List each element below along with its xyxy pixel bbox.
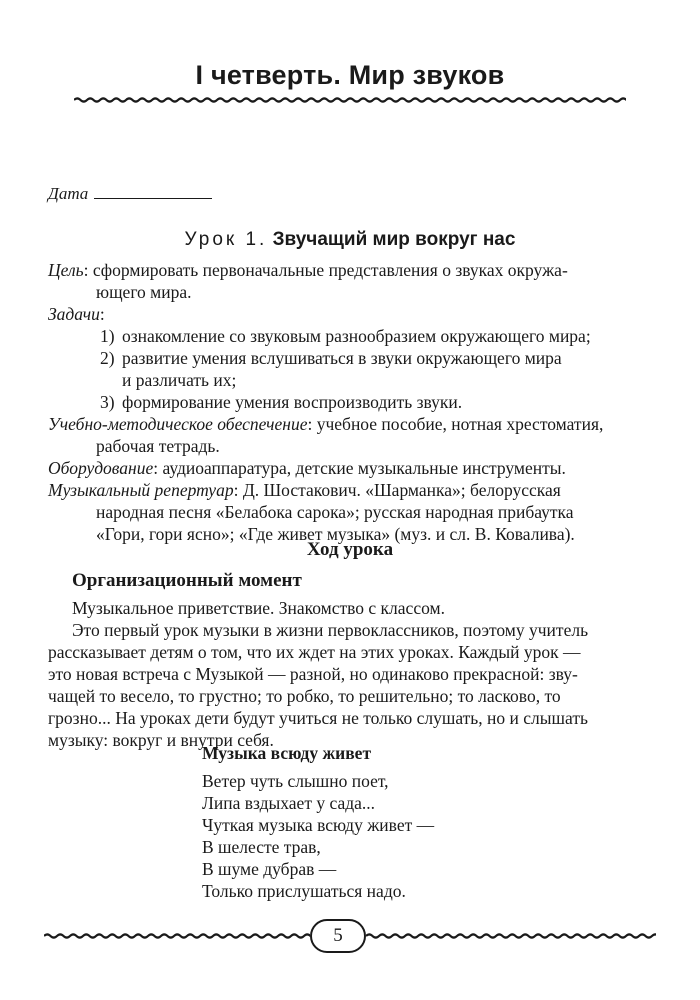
date-field (48, 184, 212, 204)
date-blank-line (94, 184, 212, 199)
date-label: Дата (48, 184, 89, 203)
goal-line-1 (48, 259, 568, 281)
materials-line-2: рабочая тетрадь. (96, 436, 220, 456)
poem-line: В шуме дубрав — (202, 859, 337, 879)
task-item-2 (100, 347, 562, 369)
task-item-2-continued: и различать их; (122, 370, 237, 390)
repertoire-line-1 (48, 479, 561, 501)
paragraph-line: грозно... На уроках дети будут учиться не только слушать, но и слышать (48, 708, 588, 728)
repertoire-label: Музыкальный репертуар (48, 480, 234, 500)
paragraph-line: Музыкальное приветствие. Знакомство с классом. (72, 598, 445, 618)
materials-line-1 (48, 413, 603, 435)
task-number: 1) (100, 326, 115, 346)
lesson-number: Урок 1. (184, 229, 268, 250)
footer-wave-left (44, 928, 310, 944)
poem-line: В шелесте трав, (202, 837, 321, 857)
repertoire-line-2: народная песня «Белабока сарока»; русская народная прибаутка (96, 502, 574, 522)
goal-line-2: ющего мира. (96, 282, 192, 302)
lesson-flow-heading: Ход урока (306, 539, 394, 560)
paragraph-line: Это первый урок музыки в жизни первоклассников, поэтому учитель (72, 620, 589, 640)
paragraph-line: чащей то весело, то грустно; то робко, то решительно; то ласково, то (48, 686, 561, 706)
goal-label: Цель (48, 260, 84, 280)
repertoire-text-1: : Д. Шостакович. «Шарманка»; белорусская (233, 480, 561, 500)
poem-line: Только прислушаться надо. (202, 881, 406, 901)
task-number: 3) (100, 392, 115, 412)
task-text: формирование умения воспроизводить звуки. (122, 392, 463, 412)
task-item-1 (100, 325, 591, 347)
task-item-3 (100, 391, 462, 413)
tasks-heading (48, 303, 105, 325)
footer-wave-right (366, 928, 656, 944)
task-number: 2) (100, 348, 115, 368)
equipment-line (48, 457, 566, 479)
tasks-label: Задачи (48, 304, 100, 324)
poem-title: Музыка всюду живет (202, 743, 372, 763)
task-text: ознакомление со звуковым разнообразием окружающего мира; (122, 326, 591, 346)
poem-line: Чуткая музыка всюду живет — (202, 815, 435, 835)
goal-text-1: : сформировать первоначальные представления о звуках окружа- (83, 260, 568, 280)
title-wave-divider (74, 92, 626, 108)
org-moment-heading: Организационный момент (72, 570, 302, 591)
paragraph-line: музыку: вокруг и внутри себя. (48, 730, 274, 750)
lesson-title (0, 229, 700, 251)
equipment-text: : аудиоаппаратура, детские музыкальные инструменты. (153, 458, 566, 478)
tasks-colon: : (99, 304, 105, 324)
page-number: 5 (310, 919, 366, 953)
poem-line: Липа вздыхает у сада... (202, 793, 376, 813)
paragraph-line: рассказывает детям о том, что их ждет на этих уроках. Каждый урок — (48, 642, 581, 662)
chapter-title: I четверть. Мир звуков (195, 60, 505, 90)
lesson-name: Звучащий мир вокруг нас (272, 229, 516, 250)
materials-text-1: : учебное пособие, нотная хрестоматия, (307, 414, 604, 434)
paragraph-line: это новая встреча с Музыкой — разной, но одинаково прекрасной: зву- (48, 664, 578, 684)
repertoire-line-3: «Гори, гори ясно»; «Где живет музыка» (муз. и сл. В. Ковалива). (96, 524, 575, 544)
equipment-label: Оборудование (48, 458, 154, 478)
task-text: развитие умения вслушиваться в звуки окружающего мира (122, 348, 562, 368)
materials-label: Учебно-методическое обеспечение (48, 414, 308, 434)
poem-line: Ветер чуть слышно поет, (202, 771, 389, 791)
